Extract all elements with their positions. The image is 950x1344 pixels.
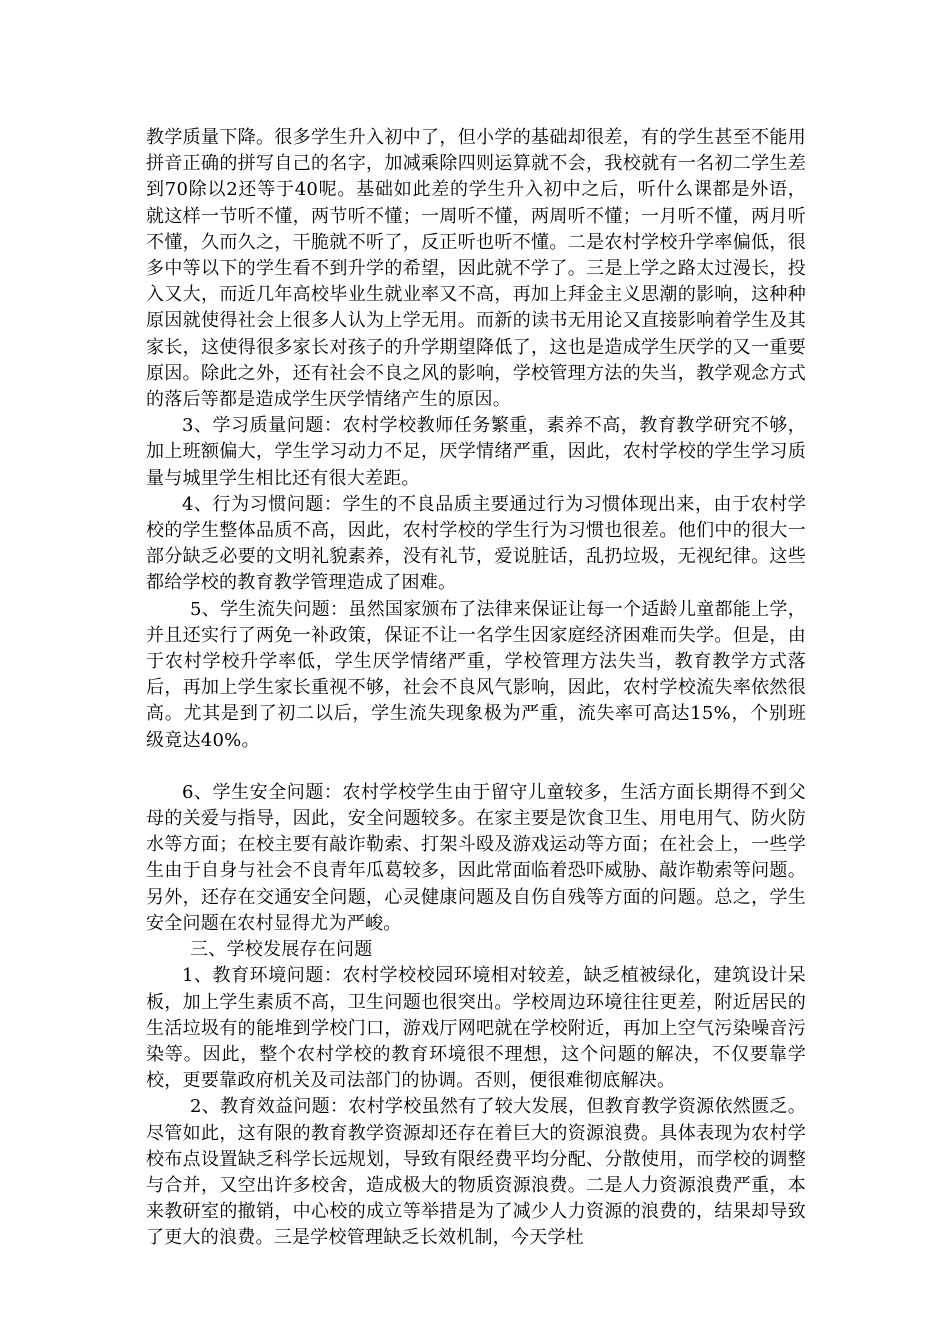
paragraph-student-dropout: 5、学生流失问题：虽然国家颁布了法律来保证让每一个适龄儿童都能上学，并且还实行了两免一补政策，保证不让一名学生因家庭经济困难而失学。但是，由于农村学校升学率低，学生厌学情绪严重，学校管理方法失当，教育教学方式落后，再加上学生家长重视不够，社会不良风气影响，因此，农村学校流失率依然很高。尤其是到了初二以后，学生流失现象极为严重，流失率可高达15%，个别班级竟达40%。	[146, 598, 806, 751]
paragraph-education-environment: 1、教育环境问题：农村学校校园环境相对较差，缺乏植被绿化，建筑设计呆板，加上学生素质不高，卫生问题也很突出。学校周边环境往往更差，附近居民的生活垃圾有的能堆到学校门口，游戏厅网吧就在学校附近，再加上空气污染噪音污染等。因此，整个农村学校的教育环境很不理想，这个问题的解决，不仅要靠学校，更要靠政府机关及司法部门的协调。否则，便很难彻底解决。	[146, 965, 806, 1092]
paragraph-behavior-habits: 4、行为习惯问题：学生的不良品质主要通过行为习惯体现出来，由于农村学校的学生整体品质不高，因此，农村学校的学生行为习惯也很差。他们中的很大一部分缺乏必要的文明礼貌素养，没有礼节，爱说脏话，乱扔垃圾，无视纪律。这些都给学校的教育教学管理造成了困难。	[146, 493, 806, 594]
paragraph-student-safety: 6、学生安全问题：农村学校学生由于留守儿童较多，生活方面长期得不到父母的关爱与指导，因此，安全问题较多。在家主要是饮食卫生、用电用气、防火防水等方面；在校主要有敲诈勒索、打架斗殴及游戏运动等方面；在社会上，一些学生由于自身与社会不良青年瓜葛较多，因此常面临着恐吓威胁、敲诈勒索等问题。另外，还存在交通安全问题，心灵健康问题及自伤自残等方面的问题。总之，学生安全问题在农村显得尤为严峻。	[146, 781, 806, 934]
section-heading: 三、学校发展存在问题	[190, 939, 373, 961]
blank-line	[146, 754, 806, 780]
paragraph-education-efficiency: 2、教育效益问题：农村学校虽然有了较大发展，但教育教学资源依然匮乏。尽管如此，这有限的教育教学资源却还存在着巨大的资源浪费。具体表现为农村学校布点设置缺乏科学长远规划，导致有限经费平均分配、分散使用，而学校的调整与合并，又空出许多校舍，造成极大的物质资源浪费。二是人力资源浪费严重，本来教研室的撤销，中心校的成立等举措是为了减少人力资源的浪费的，结果却导致了更大的浪费。三是学校管理缺乏长效机制，今天学杜	[146, 1096, 806, 1249]
document-body	[146, 125, 806, 1252]
paragraph-learning-quality: 3、学习质量问题：农村学校教师任务繁重，素养不高，教育教学研究不够，加上班额偏大，学生学习动力不足，厌学情绪严重，因此，农村学校的学生学习质量与城里学生相比还有很大差距。	[146, 415, 806, 489]
paragraph-continuation: 教学质量下降。很多学生升入初中了，但小学的基础却很差，有的学生甚至不能用拼音正确的拼写自己的名字，加减乘除四则运算就不会，我校就有一名初二学生差到70除以2还等于40呢。基础如此差的学生升入初中之后，听什么课都是外语，就这样一节听不懂，两节听不懂；一周听不懂，两周听不懂；一月听不懂，两月听不懂，久而久之，干脆就不听了，反正听也听不懂。二是农村学校升学率偏低，很多中等以下的学生看不到升学的希望，因此就不学了。三是上学之路太过漫长，投入又大，而近几年高校毕业生就业率又不高，再加上拜金主义思潮的影响，这种种原因就使得社会上很多人认为上学无用。而新的读书无用论又直接影响着学生及其家长，这使得很多家长对孩子的升学期望降低了，这也是造成学生厌学的又一重要原因。除此之外，还有社会不良之风的影响，学校管理方法的失当，教学观念方式的落后等都是造成学生厌学情绪产生的原因。	[146, 127, 806, 411]
